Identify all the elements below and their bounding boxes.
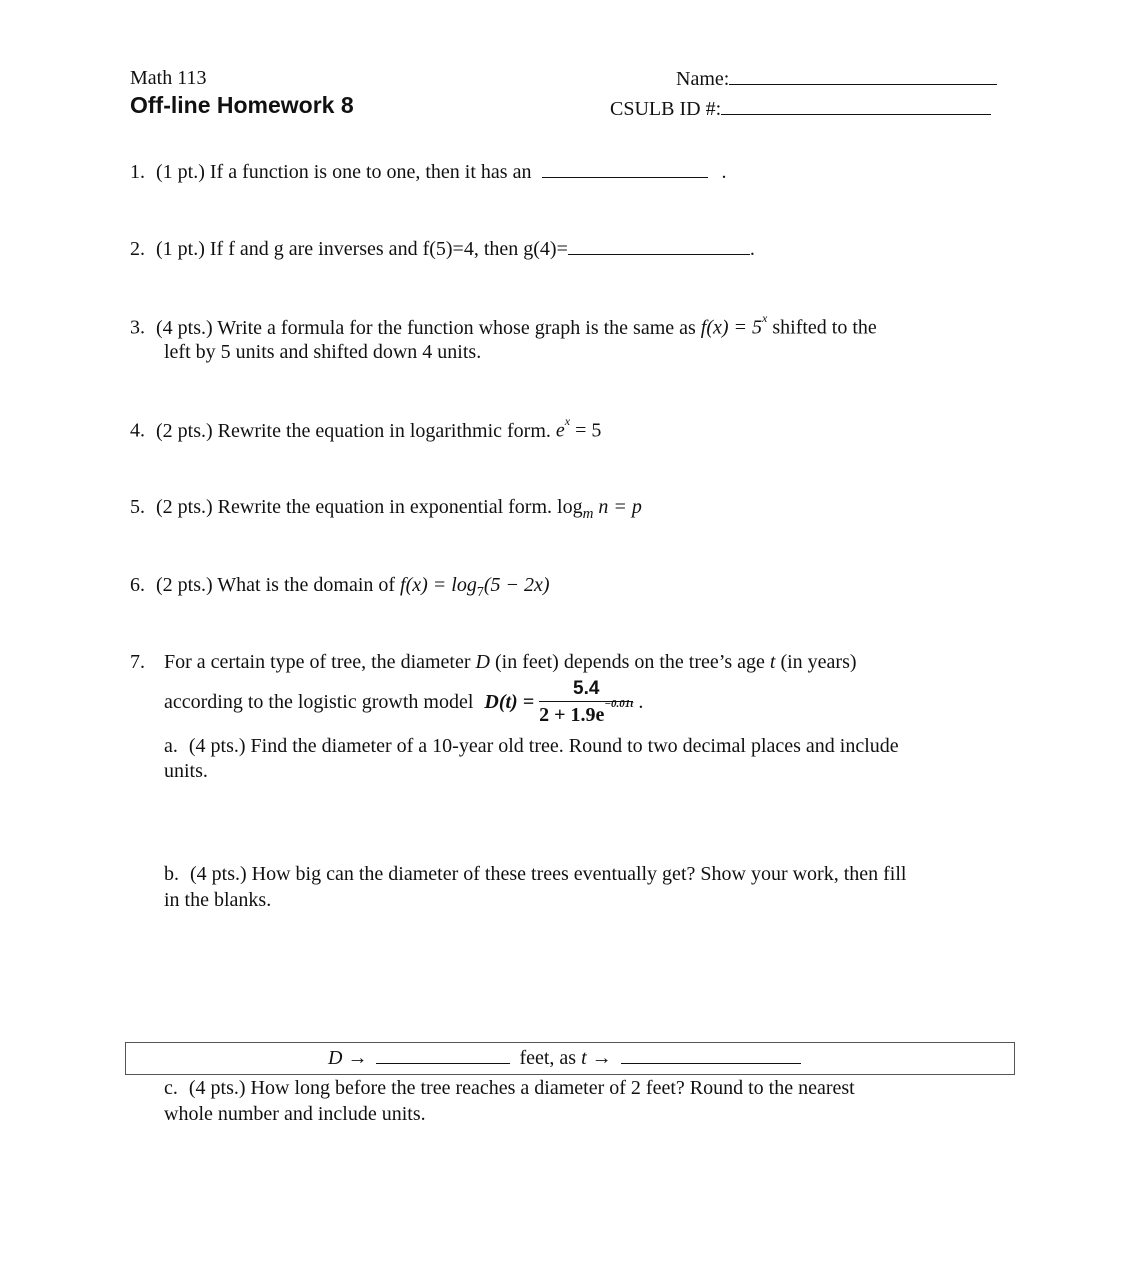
q1-answer-blank[interactable] [542, 177, 708, 178]
q7a-line-2: units. [164, 760, 208, 782]
q7-exponent: −0.01t [604, 698, 634, 711]
q4-sup: x [564, 414, 571, 428]
q7-model-fraction [539, 678, 633, 727]
q5-text: (2 pts.) Rewrite the equation in exponential form. [156, 496, 553, 518]
q5-number: 5. [130, 496, 145, 518]
q6-math-a: f(x) = log [400, 574, 477, 596]
course-label: Math 113 [130, 67, 207, 89]
q2-end: . [749, 238, 755, 260]
q7-model-end: . [638, 691, 644, 713]
name-label: Name: [676, 68, 730, 90]
q6-text: (2 pts.) What is the domain of [156, 574, 396, 596]
q2-answer-blank[interactable] [568, 254, 750, 255]
q4-number: 4. [130, 419, 145, 442]
q3-line-2: left by 5 units and shifted down 4 units. [164, 341, 482, 363]
limit-answer-row [328, 1047, 801, 1070]
q7a-label: a. [164, 735, 178, 757]
question-2 [130, 238, 755, 261]
q7c-line-2: whole number and include units. [164, 1103, 426, 1125]
q3-number: 3. [130, 316, 145, 339]
q6-number: 6. [130, 574, 145, 596]
q7a-text1: (4 pts.) Find the diameter of a 10-year old tree. Round to two decimal places and include [188, 735, 899, 757]
q3-text-a: (4 pts.) Write a formula for the function whose graph is the same as [156, 316, 696, 339]
q5-math-rest: n = p [598, 496, 642, 518]
q3-math: f(x) = 5 [700, 316, 763, 339]
q7a [164, 735, 899, 758]
q4-math-rest: = 5 [575, 419, 602, 442]
limit-mid-text: feet, as [519, 1047, 577, 1069]
q2-number: 2. [130, 238, 145, 260]
question-7 [130, 651, 857, 674]
q6-math-b: (5 − 2x) [483, 574, 550, 596]
q3-sup: x [762, 311, 768, 325]
q7b-line-2: in the blanks. [164, 889, 272, 911]
limit-d-arrow: D → [328, 1047, 368, 1069]
q5-log: log [557, 496, 583, 518]
limit-t-blank[interactable] [621, 1063, 801, 1064]
name-blank[interactable] [729, 84, 997, 85]
question-5 [130, 496, 642, 523]
q4-text: (2 pts.) Rewrite the equation in logarithmic form. [156, 419, 551, 442]
limit-d-blank[interactable] [376, 1063, 510, 1064]
q1-end: . [721, 161, 727, 183]
question-6 [130, 574, 550, 601]
q7-var-d: D [475, 651, 490, 673]
q7-line1-c: (in years) [780, 651, 857, 673]
q7-model-line [164, 678, 643, 727]
id-blank[interactable] [721, 114, 991, 115]
q7-numerator: 5.4 [573, 678, 600, 699]
q7-line1-b: (in feet) depends on the tree’s age [494, 651, 765, 673]
q7b-text1: (4 pts.) How big can the diameter of these trees eventually get? Show your work, then fill [190, 863, 907, 885]
id-label: CSULB ID #: [610, 98, 722, 120]
q7b-label: b. [164, 863, 179, 885]
question-3 [130, 311, 877, 340]
q1-number: 1. [130, 161, 145, 183]
question-1 [130, 161, 726, 184]
name-field[interactable] [676, 68, 997, 91]
q7-model-lhs: D(t) = [484, 691, 535, 713]
q2-text: (1 pt.) If f and g are inverses and f(5)=4, then g(4)= [156, 238, 568, 260]
id-field[interactable] [610, 98, 991, 121]
q7c [164, 1077, 855, 1100]
q1-text: (1 pt.) If a function is one to one, then it has an [156, 161, 532, 183]
q3-text-b: shifted to the [772, 316, 877, 339]
page-title: Off-line Homework 8 [130, 92, 354, 118]
q7-line2: according to the logistic growth model [164, 691, 474, 713]
q7c-text1: (4 pts.) How long before the tree reaches a diameter of 2 feet? Round to the nearest [188, 1077, 855, 1099]
q7-var-t: t [769, 651, 776, 673]
limit-t-arrow: t → [581, 1047, 612, 1069]
q7b [164, 863, 906, 886]
q6-sub: 7 [476, 585, 484, 600]
q7c-label: c. [164, 1077, 178, 1099]
q7-denominator: $2 + 1.9e^{-0.01t}$ [539, 698, 634, 726]
question-4 [130, 414, 602, 443]
q5-sub: m [582, 506, 594, 522]
q7-number: 7. [130, 651, 145, 673]
q7-line1-a: For a certain type of tree, the diameter [164, 651, 471, 673]
q4-math-base: e [555, 419, 565, 442]
